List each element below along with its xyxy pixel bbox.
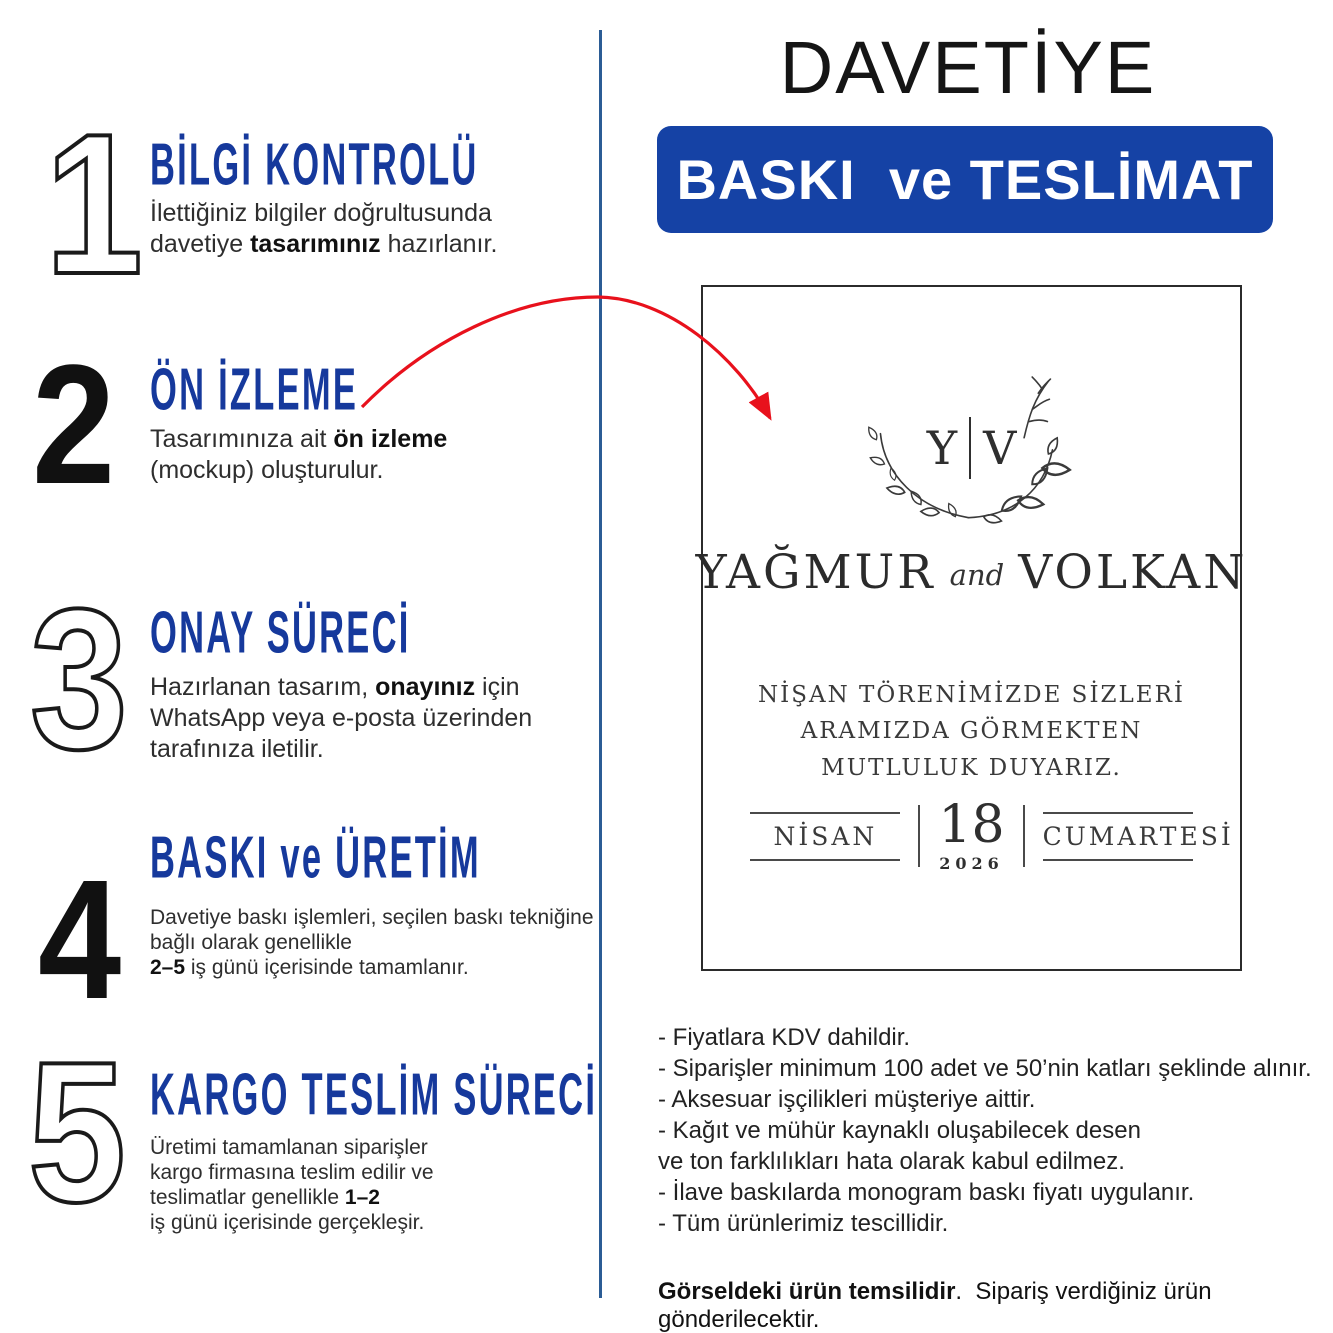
event-year: 2026 [939,854,1004,873]
note-line: - İlave baskılarda monogram baskı fiyatı uygulanır. [658,1179,1195,1206]
vertical-divider [599,30,602,1298]
monogram-initial-right: V [983,421,1017,475]
date-divider-bar [1023,805,1025,867]
invitation-card-mockup [695,285,1248,971]
note-line: ve ton farklılıkları hata olarak kabul edilmez. [658,1148,1125,1175]
step-2-title: ÖN İZLEME [150,355,359,423]
step-1-number: 1 [45,93,140,316]
date-divider-bar [918,805,920,867]
disclaimer-footer [658,1278,1333,1333]
invitation-message-line: MUTLULUK DUYARIZ. [821,754,1122,781]
event-day-year [938,795,1005,873]
event-day: 18 [938,795,1005,855]
step-1-title: BİLGİ KONTROLÜ [150,130,479,198]
couple-name-first: YAĞMUR [695,545,936,600]
monogram [703,417,1240,479]
step-2-description: Tasarımınıza ait ön izleme (mockup) oluşturulur. [150,425,448,484]
note-line: - Aksesuar işçilikleri müşteriye aittir. [658,1086,1036,1113]
invitation-message-line: ARAMIZDA GÖRMEKTEN [800,718,1143,745]
notes-list [658,1022,1318,1239]
step-4-number: 4 [38,845,118,1035]
step-2-number: 2 [32,330,112,520]
step-3-number: 3 [30,568,125,791]
monogram-initial-left: Y [926,421,958,475]
note-line: - Fiyatlara KDV dahildir. [658,1024,911,1051]
disclaimer-regular-text: . Sipariş verdiğiniz ürün gönderilecektir. [658,1278,1219,1333]
invitation-message-line: NİŞAN TÖRENİMİZDE SİZLERİ [758,682,1185,708]
step-3-description: Hazırlanan tasarım, onayınız için WhatsApp veya e-posta üzerinden tarafınıza iletilir. [150,673,533,763]
event-month: NİSAN [750,812,900,861]
step-1-description: İlettiğiniz bilgiler doğrultusunda davetiye tasarımınız hazırlanır. [150,199,498,258]
invitation-message [703,677,1240,786]
step-4-title: BASKI ve ÜRETİM [150,823,481,891]
couple-name-joiner: and [949,557,1005,592]
section-badge [657,126,1273,233]
couple-name-second: VOLKAN [1018,545,1248,600]
step-5-title: KARGO TESLİM SÜRECİ [150,1060,598,1128]
section-badge-label: BASKI ve TESLİMAT [676,148,1254,211]
note-line: - Tüm ürünlerimiz tescillidir. [658,1210,949,1237]
step-5-description: Üretimi tamamlanan siparişler kargo firmasına teslim edilir ve teslimatlar genellikle 1–2 iş günü içerisinde gerçekleşir. [150,1136,434,1234]
couple-names [695,545,1248,600]
disclaimer-bold-text: Görseldeki ürün temsilidir [658,1278,956,1305]
monogram-divider-bar [969,417,971,479]
step-5-number: 5 [28,1021,123,1244]
note-line: - Siparişler minimum 100 adet ve 50’nin katları şeklinde alınır. [658,1055,1312,1082]
page-title: DAVETİYE [779,26,1157,109]
step-4-description: Davetiye baskı işlemleri, seçilen baskı tekniğine bağlı olarak genellikle 2–5 iş günü içerisinde tamamlanır. [150,906,594,979]
note-line: - Kağıt ve mühür kaynaklı oluşabilecek desen [658,1117,1141,1144]
step-3-title: ONAY SÜRECİ [150,598,411,666]
event-weekday: CUMARTESİ [1043,812,1193,861]
event-date-row [703,795,1240,873]
